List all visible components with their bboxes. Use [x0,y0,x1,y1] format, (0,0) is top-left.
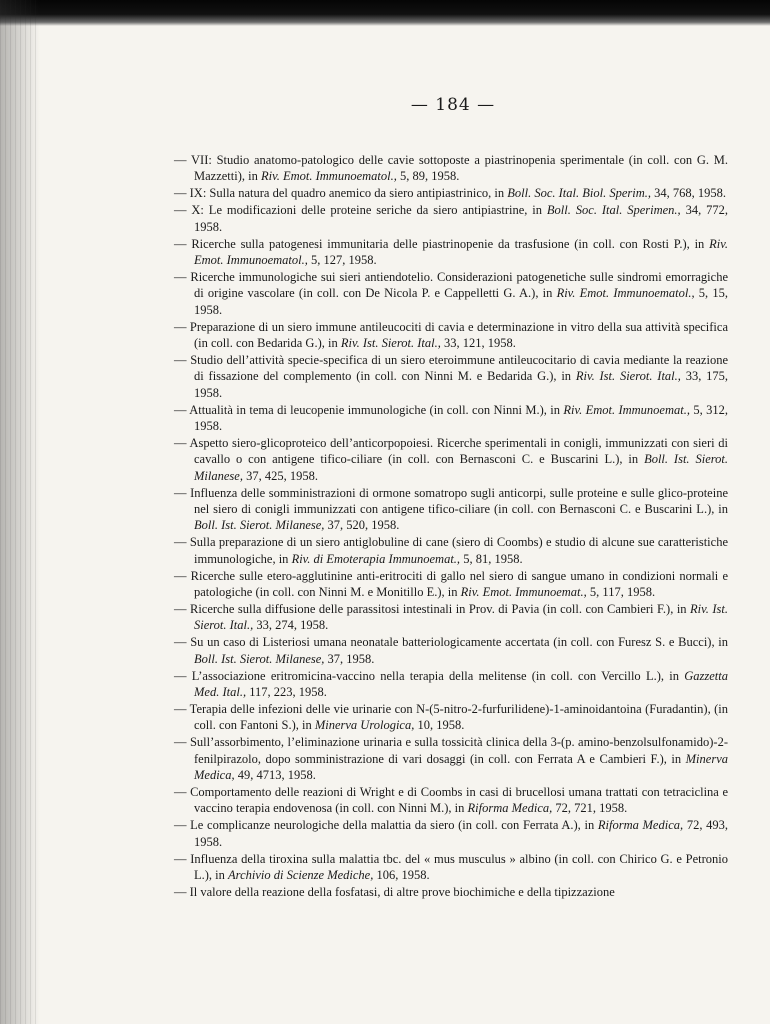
journal-citation: Riv. Emot. Immunoematol., [261,169,397,184]
journal-citation: Riforma Medica, [467,801,553,816]
scan-left-edge [0,0,40,1024]
entry-text: — Preparazione di un siero immune antileucociti di cavia e determinazione in vitro della sua attività specifica (in coll. con Bedarida G.), in [174,319,728,350]
bibliography-list [174,152,728,901]
journal-citation: Riv. di Emoterapia Immunoemat., [291,551,461,566]
bibliography-entry [174,269,728,318]
journal-citation: Riv. Emot. Immunoematol., [194,236,728,267]
journal-citation: Riv. Emot. Immunoemat., [460,585,587,600]
entry-text: 5, 127, 1958. [307,252,377,267]
entry-text: 33, 175, 1958. [194,369,729,400]
entry-text: 37, 1958. [324,651,375,666]
bibliography-entry [174,601,728,634]
entry-text: — Sull’assorbimento, l’eliminazione urinaria e sulla tossicità clinica della 3-(p. amino-benzolsulfonamido)-2-fenilpirazolo, dopo somministrazione di vari dosaggi (in coll. con Ferrata A e Cambieri F.), in [174,735,728,766]
entry-text: 34, 772, 1958. [194,203,728,234]
bibliography-entry [174,701,728,734]
bibliography-entry [174,236,728,269]
bibliography-entry [174,851,728,884]
entry-text: 5, 117, 1958. [586,585,656,600]
journal-citation: Riv. Emot. Immunoematol., [556,286,695,301]
entry-text: 72, 721, 1958. [552,801,628,816]
bibliography-entry [174,435,728,484]
scan-top-edge [0,0,770,26]
entry-text: — Il valore della reazione della fosfatasi, di altre prove biochimiche e della tipizzazione [174,884,615,899]
bibliography-entry [174,884,728,900]
bibliography-entry [174,485,728,534]
entry-text: — X: Le modificazioni delle proteine seriche da siero antipiastrine, in [174,203,547,218]
entry-text: 34, 768, 1958. [650,186,726,201]
bibliography-entry [174,185,728,201]
entry-text: 5, 312, 1958. [194,402,728,433]
entry-text: 106, 1958. [373,867,430,882]
entry-text: 33, 274, 1958. [253,618,329,633]
journal-citation: Boll. Soc. Ital. Sperimen., [546,203,681,218]
entry-text: — Attualità in tema di leucopenie immunologiche (in coll. con Ninni M.), in [174,402,564,417]
journal-citation: Boll. Soc. Ital. Biol. Sperim., [507,186,651,201]
entry-text: 49, 4713, 1958. [234,768,316,783]
bibliography-entry [174,352,728,401]
journal-citation: Boll. Ist. Sierot. Milanese, [194,651,325,666]
entry-text: — Ricerche immunologiche sui sieri antiendotelio. Considerazioni patogenetiche sulle sindromi emorragiche di origine vascolare (in coll. con De Nicola P. e Cappelletti G. A.), in [174,269,728,301]
bibliography-entry [174,734,728,783]
entry-text: — Terapia delle infezioni delle vie urinarie con N-(5-nitro-2-furfurilidene)-1-aminoidantoina (Furadantin), (in coll. con Fantoni S.), in [174,701,728,733]
journal-citation: Minerva Medica, [194,751,728,783]
entry-text: 72, 493, 1958. [194,818,728,849]
bibliography-entry [174,784,728,817]
entry-text: 37, 425, 1958. [242,468,318,483]
journal-citation: Riforma Medica, [597,818,684,833]
bibliography-entry [174,402,728,435]
journal-citation: Riv. Emot. Immunoemat., [563,402,690,417]
entry-text: — Influenza delle somministrazioni di ormone somatropo sugli anticorpi, sulle proteine e sulle glico-proteine nel siero di conigli immunizzati con antigene tifico-ciliare (in coll. con Bernasconi C. e Buscarini L.), in [174,485,728,517]
bibliography-entry [174,817,728,850]
entry-text: — Ricerche sulle etero-agglutinine anti-eritrociti di gallo nel siero di sangue umano in condizioni normali e patologiche (in coll. con Ninni M. e Monitillo E.), in [174,568,728,600]
entry-text: 5, 89, 1958. [396,169,460,184]
journal-citation: Riv. Ist. Sierot. Ital., [194,601,728,633]
journal-citation: Minerva Urologica, [314,718,415,733]
journal-citation: Archivio di Scienze Mediche, [228,867,374,882]
bibliography-entry [174,319,728,352]
bibliography-entry [174,152,728,185]
journal-citation: Riv. Ist. Sierot. Ital., [340,335,441,350]
bibliography-entry [174,568,728,601]
entry-text: 117, 223, 1958. [246,685,327,699]
bibliography-entry [174,668,728,701]
entry-text: — Comportamento delle reazioni di Wright e di Coombs in casi di brucellosi umana trattati con tetraciclina e vaccino terapia endovenosa (in coll. con Ninni M.), in [174,784,728,816]
journal-citation: Gazzetta Med. Ital., [194,668,728,699]
entry-text: 5, 15, 1958. [194,286,728,317]
entry-text: — Aspetto siero-glicoproteico dell’anticorpopoiesi. Ricerche sperimentali in conigli, immunizzati con sieri di cavallo o con antigene tifico-ciliare (in coll. con Bernasconi C. e Buscarini L.), in [174,435,728,467]
entry-text: — Influenza della tiroxina sulla malattia tbc. del « mus musculus » albino (in coll. con Chirico G. e Petronio L.), in [174,851,728,882]
entry-text: — VII: Studio anatomo-patologico delle cavie sottoposte a piastrinopenia sperimentale (in coll. con G. M. Mazzetti), in [174,153,728,184]
entry-text: — L’associazione eritromicina-vaccino nella terapia della melitense (in coll. con Vercillo L.), in [174,668,685,683]
bibliography-entry [174,202,728,235]
entry-text: — Ricerche sulla diffusione delle parassitosi intestinali in Prov. di Pavia (in coll. con Cambieri F.), in [174,601,691,616]
entry-text: — Su un caso di Listeriosi umana neonatale batteriologicamente accertata (in coll. con Furesz S. e Bucci), in [174,635,728,650]
entry-text: — Sulla preparazione di un siero antiglobuline di cane (siero di Coombs) e studio di alcune sue caratteristiche immunologiche, in [174,535,728,566]
entry-text: 33, 121, 1958. [440,335,516,350]
journal-citation: Boll. Ist. Sierot. Milanese, [194,518,325,533]
entry-text: 37, 520, 1958. [324,518,400,533]
bibliography-entry [174,634,728,667]
bibliography-entry [174,534,728,567]
entry-text: 5, 81, 1958. [460,551,523,566]
journal-citation: Riv. Ist. Sierot. Ital., [575,369,681,384]
entry-text: 10, 1958. [414,718,465,733]
entry-text: — IX: Sulla natura del quadro anemico da siero antipiastrinico, in [174,186,508,201]
entry-text: — Studio dell’attività specie-specifica di un siero eteroimmune antileucocitario di cavia mediante la reazione di fissazione del complemento (in coll. con Ninni M. e Bedarida G.), in [174,352,728,384]
page-number: — 184 — [410,95,496,115]
journal-citation: Boll. Ist. Sierot. Milanese, [194,452,728,483]
entry-text: — Ricerche sulla patogenesi immunitaria delle piastrinopenie da trasfusione (in coll. con Rosti P.), in [174,236,710,251]
entry-text: — Le complicanze neurologiche della malattia da siero (in coll. con Ferrata A.), in [174,818,598,833]
